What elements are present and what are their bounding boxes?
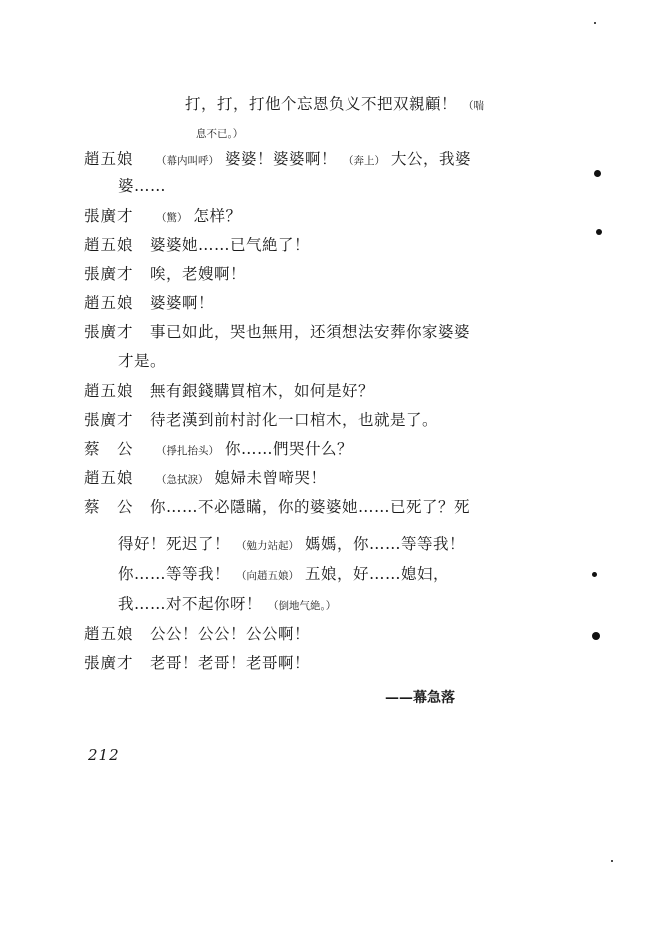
page-number: 212 — [88, 746, 120, 764]
speech-text: 才是。 — [118, 352, 167, 370]
speech-text: 公公！公公！公公啊！ — [150, 625, 311, 643]
speech-text: 五娘，好……媳妇， — [305, 565, 450, 583]
dialogue-text — [150, 653, 310, 673]
dialogue-text — [150, 468, 327, 490]
dialogue-text — [118, 564, 449, 586]
dialogue-text — [150, 410, 438, 430]
speech-text: 事已如此，哭也無用，还須想法安葬你家婆婆 — [150, 323, 471, 341]
speech-text: 你……不必隱瞞，你的婆婆她……已死了？死 — [150, 498, 471, 516]
speaker-name: 張廣才 — [84, 207, 134, 225]
dialogue-text — [150, 624, 310, 644]
dialogue-text — [150, 497, 470, 517]
dialogue-text — [150, 149, 471, 171]
speaker-name: 趙五娘 — [84, 150, 134, 168]
dialogue-text — [150, 322, 470, 342]
scan-speck — [611, 860, 613, 862]
dialogue-text — [118, 534, 465, 556]
speech-text: 怎样？ — [193, 207, 242, 225]
stage-direction: （驚） — [156, 212, 188, 224]
scan-speck — [592, 572, 597, 577]
speech-text: 老哥！老哥！老哥啊！ — [150, 654, 311, 672]
speaker-name: 張廣才 — [84, 265, 134, 283]
speech-text: 婆婆她……已气絶了！ — [150, 236, 311, 254]
speech-text: 媽媽，你……等等我！ — [305, 535, 466, 553]
speaker-name: 趙五娘 — [84, 294, 134, 312]
dialogue-text — [118, 351, 166, 371]
speech-text: 得好！死迟了！ — [118, 535, 231, 553]
dialogue-text — [150, 206, 242, 228]
speaker-name: 張廣才 — [84, 654, 134, 672]
stage-direction: （勉力站起） — [236, 540, 300, 552]
speaker-name: 蔡 公 — [84, 498, 134, 516]
speech-text: 唉，老嫂啊！ — [150, 265, 247, 283]
speech-text: 媳婦未曾啼哭！ — [214, 469, 327, 487]
speaker-name: 蔡 公 — [84, 440, 134, 458]
speech-text: 無有銀錢購買棺木，如何是好？ — [150, 382, 375, 400]
speaker-name: 趙五娘 — [84, 469, 134, 487]
dialogue-text — [150, 293, 214, 313]
dialogue-text — [118, 176, 166, 196]
scan-speck — [596, 229, 602, 235]
speech-text: 我……对不起你呀！ — [118, 595, 263, 613]
dialogue-text — [150, 381, 374, 401]
opening-speech: 打，打，打他个忘恩负义不把双親顧！ — [185, 95, 458, 113]
speaker-name: 趙五娘 — [84, 625, 134, 643]
speech-text: 你……們哭什么？ — [225, 440, 354, 458]
speaker-name: 趙五娘 — [84, 236, 134, 254]
stage-direction: （奔上） — [343, 155, 386, 167]
dialogue-text — [150, 439, 353, 461]
stage-direction: （幕内叫呼） — [156, 155, 219, 167]
dialogue-text — [150, 235, 310, 255]
scan-speck — [592, 632, 600, 640]
speaker-name: 趙五娘 — [84, 382, 134, 400]
stage-direction: （倒地气絶。） — [268, 600, 337, 612]
scan-speck — [594, 22, 596, 24]
speech-text: 你……等等我！ — [118, 565, 231, 583]
scan-speck — [594, 170, 601, 177]
dialogue-text — [150, 264, 246, 284]
speech-text: 婆婆！婆婆啊！ — [225, 150, 338, 168]
stage-direction: （急拭淚） — [156, 474, 209, 486]
opening-line-continued — [196, 122, 243, 144]
stage-direction: （掙扎抬头） — [156, 445, 219, 457]
opening-line — [185, 94, 490, 116]
speech-text: 婆…… — [118, 177, 167, 195]
speech-text: 婆婆啊！ — [150, 294, 215, 312]
stage-direction: （向趙五娘） — [236, 570, 300, 582]
opening-stage-direction: （喘 — [463, 100, 485, 112]
speech-text: 大公，我婆 — [391, 150, 472, 168]
dialogue-text — [118, 594, 342, 616]
speaker-name: 張廣才 — [84, 323, 134, 341]
speech-text: 待老漢到前村討化一口棺木，也就是了。 — [150, 411, 439, 429]
opening-stage-direction-continued: 息不已。） — [196, 128, 244, 140]
curtain-direction: ——幕急落 — [385, 690, 455, 706]
speaker-name: 張廣才 — [84, 411, 134, 429]
